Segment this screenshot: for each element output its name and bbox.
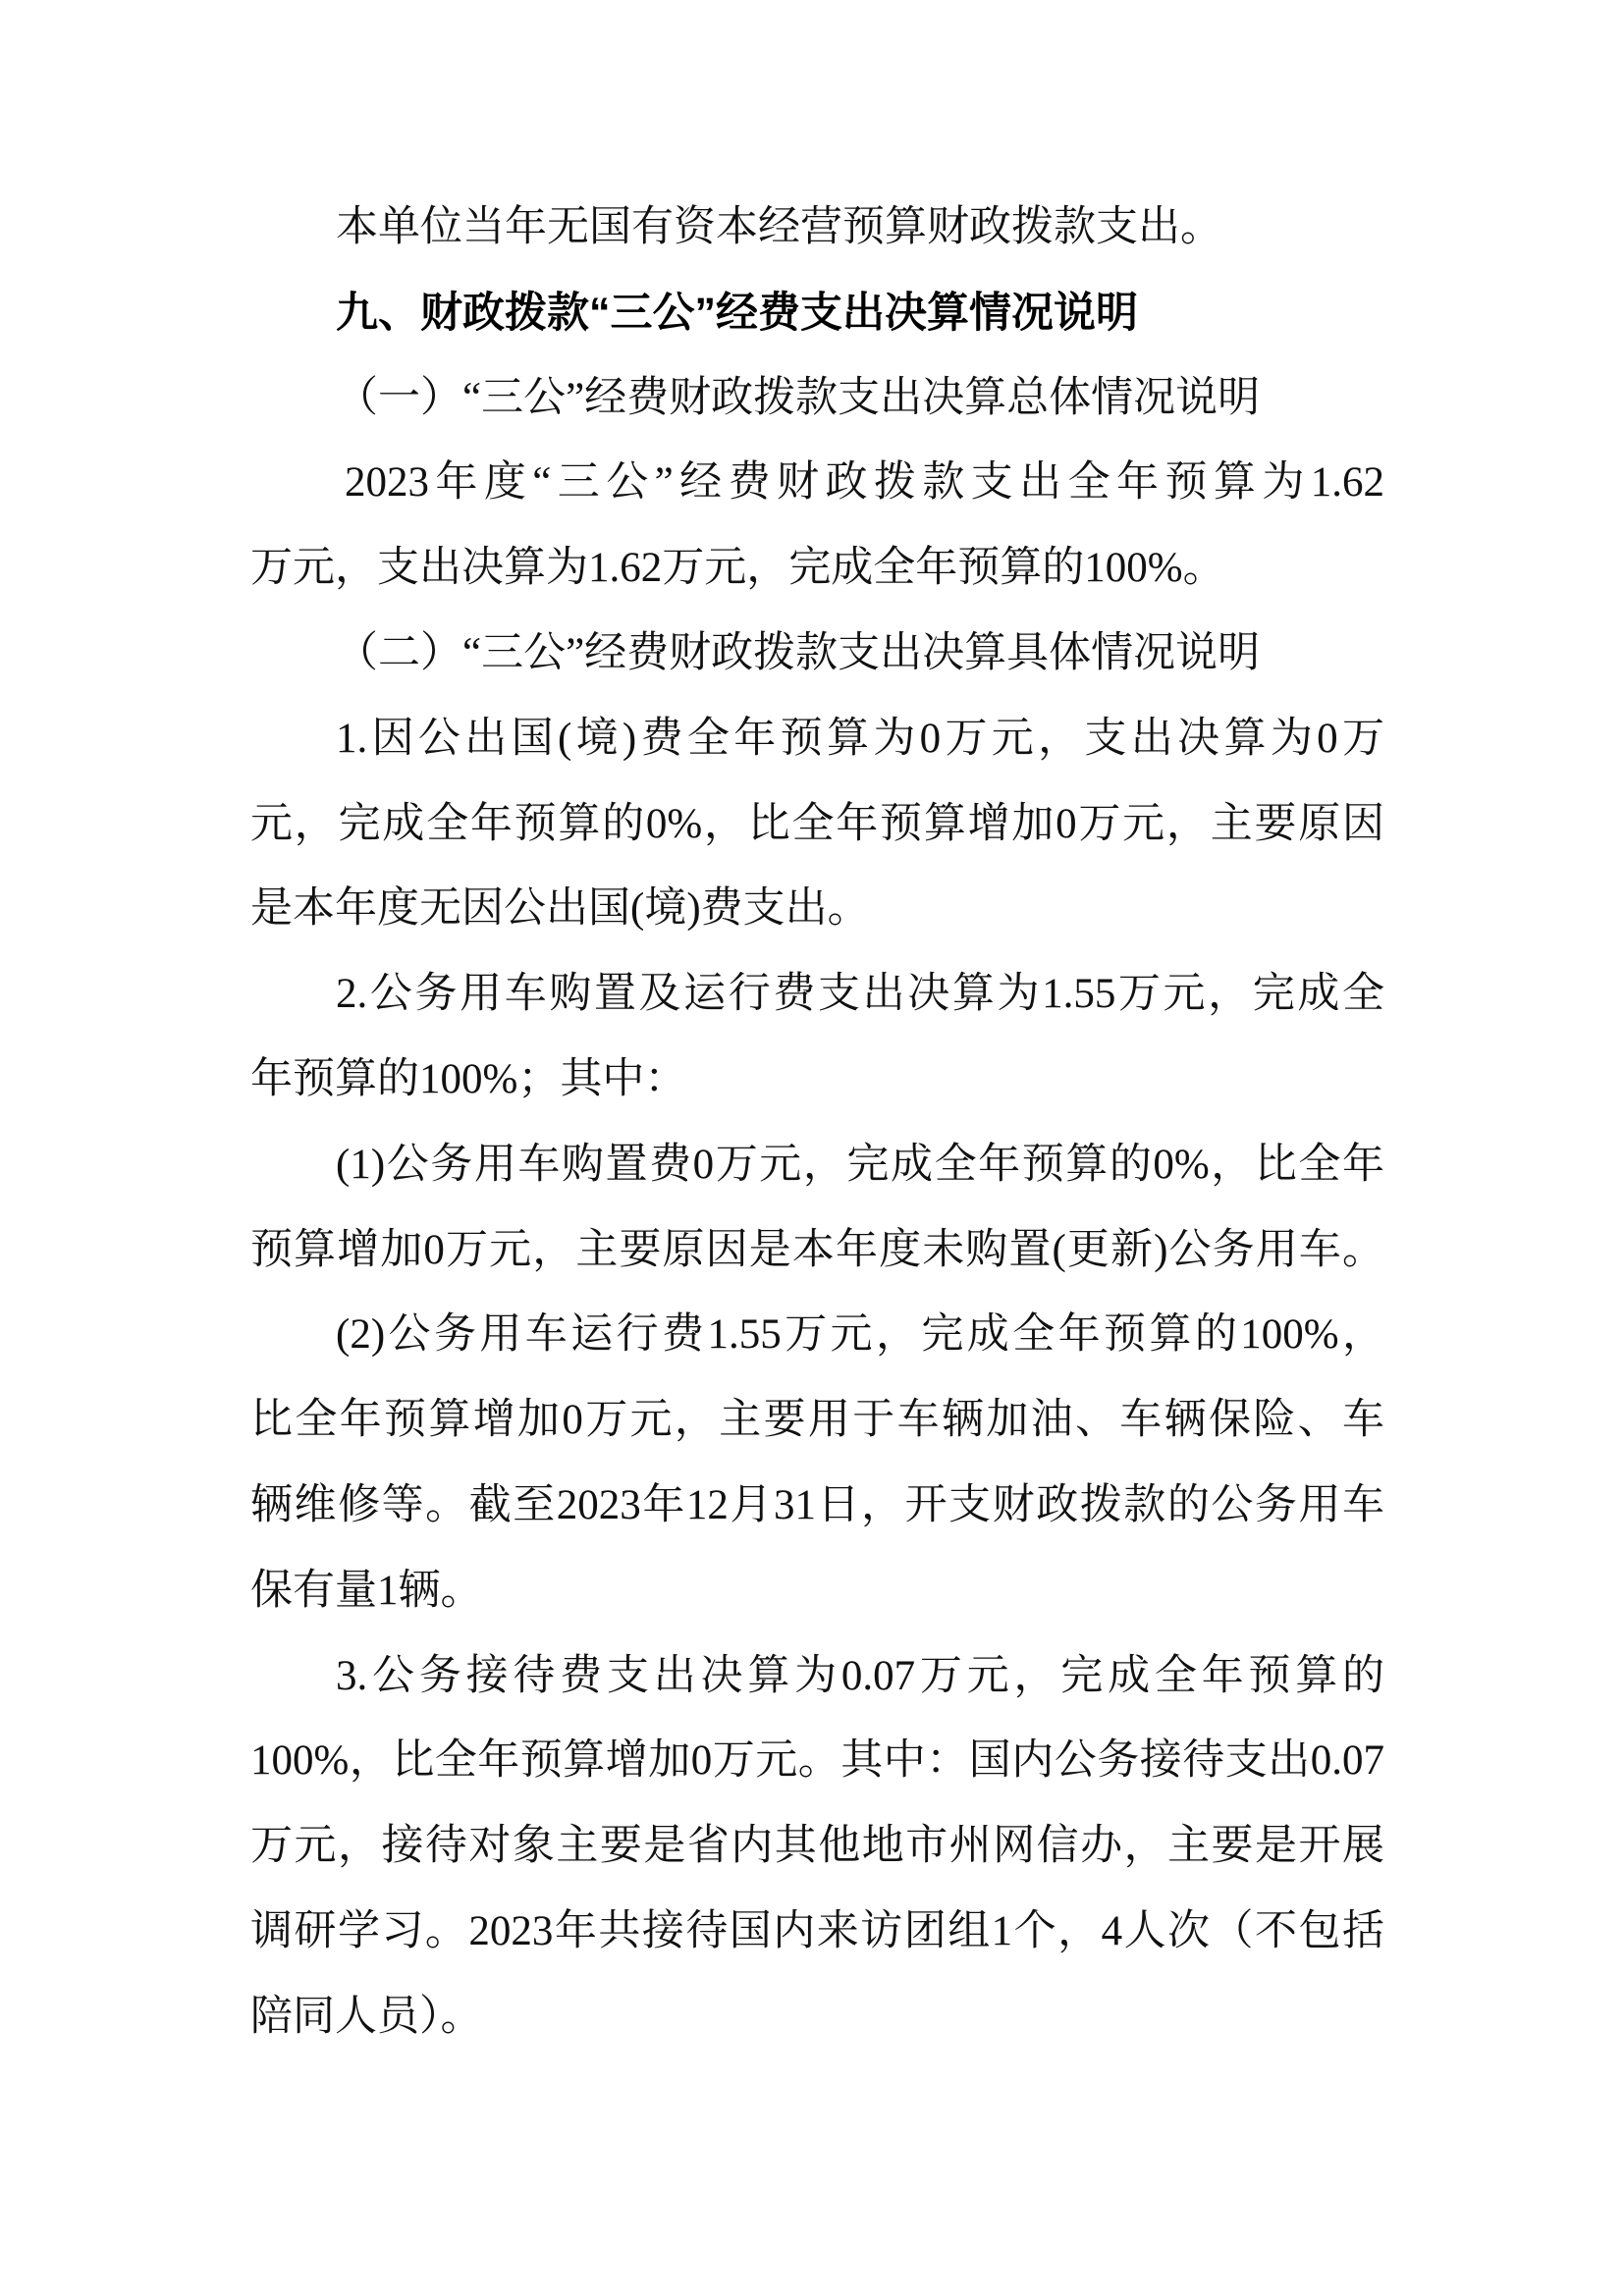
paragraph-line: 2.公务用车购置及运行费支出决算为1.55万元，完成全 xyxy=(336,971,1384,1018)
paragraph-line: 2023年度“三公”经费财政拨款支出全年预算为1.62 xyxy=(345,459,1384,507)
paragraph-line: (2)公务用车运行费1.55万元，完成全年预算的100%， xyxy=(336,1311,1384,1359)
paragraph-line: 1.因公出国(境)费全年预算为0万元，支出决算为0万 xyxy=(336,715,1384,762)
paragraph-vehicle-purchase xyxy=(250,1123,1384,1294)
paragraph-line: 万元，接待对象主要是省内其他地市州网信办，主要是开展 xyxy=(250,1823,1384,1870)
paragraph-line: 预算增加0万元，主要原因是本年度未购置(更新)公务用车。 xyxy=(250,1226,1384,1273)
part-1 xyxy=(250,356,1384,612)
paragraph-official-vehicles xyxy=(250,952,1384,1123)
paragraph-line: 万元，支出决算为1.62万元，完成全年预算的100%。 xyxy=(250,545,1225,592)
paragraph-line: 调研学习。2023年共接待国内来访团组1个，4人次（不包括 xyxy=(250,1907,1384,1954)
paragraph-line: 100%，比全年预算增加0万元。其中：国内公务接待支出0.07 xyxy=(250,1737,1384,1785)
paragraph-line: 元，完成全年预算的0%，比全年预算增加0万元，主要原因 xyxy=(250,800,1384,847)
paragraph-official-reception xyxy=(250,1634,1384,2060)
part-1-heading: （一）“三公”经费财政拨款支出决算总体情况说明 xyxy=(336,374,1261,421)
paragraph-line: 是本年度无因公出国(境)费支出。 xyxy=(250,885,870,933)
paragraph-line: 3.公务接待费支出决算为0.07万元，完成全年预算的 xyxy=(336,1652,1384,1699)
part-2-heading: （二）“三公”经费财政拨款支出决算具体情况说明 xyxy=(336,629,1261,676)
paragraph-overseas-travel xyxy=(250,697,1384,952)
paragraph-line: 辆维修等。截至2023年12月31日，开支财政拨款的公务用车 xyxy=(250,1481,1384,1528)
part-2 xyxy=(250,612,1384,2060)
intro-line: 本单位当年无国有资本经营预算财政拨款支出。 xyxy=(336,204,1222,250)
paragraph-line: 比全年预算增加0万元，主要用于车辆加油、车辆保险、车 xyxy=(250,1397,1384,1444)
paragraph-line: 年预算的100%；其中： xyxy=(250,1055,687,1102)
paragraph-line: 保有量1辆。 xyxy=(250,1567,483,1614)
document-body xyxy=(250,186,1384,2060)
paragraph-line: 陪同人员）。 xyxy=(250,1993,483,2040)
paragraph-vehicle-operation xyxy=(250,1293,1384,1633)
paragraph-line: (1)公务用车购置费0万元，完成全年预算的0%，比全年 xyxy=(336,1141,1384,1188)
section-heading: 九、财政拨款“三公”经费支出决算情况说明 xyxy=(336,289,1138,337)
